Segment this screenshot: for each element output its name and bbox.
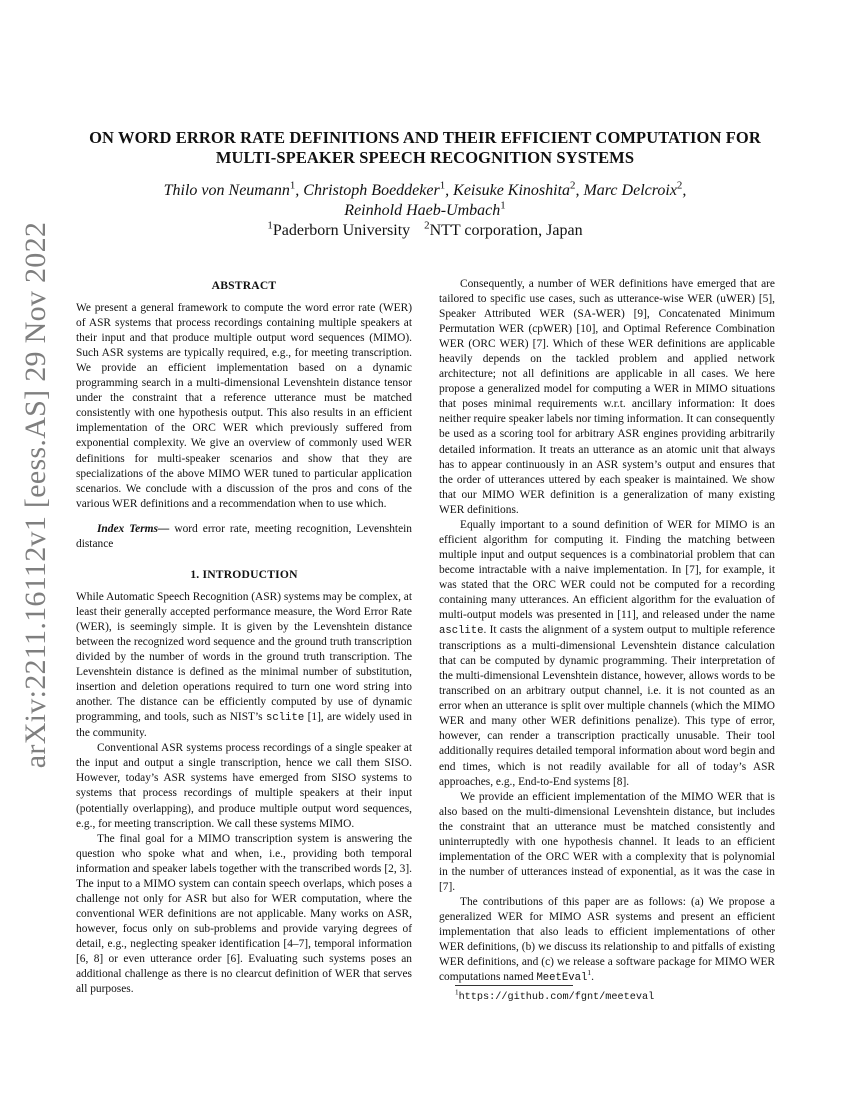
author-name: Reinhold Haeb-Umbach xyxy=(344,202,501,219)
intro-p7-text-end: . xyxy=(591,971,595,984)
affiliations xyxy=(75,221,775,241)
author-affiliation-mark: 1 xyxy=(439,179,446,192)
index-terms-text: word error rate, meeting recognition, Levenshtein distance xyxy=(76,522,412,550)
sclite-code: sclite xyxy=(266,712,305,725)
footnote-number: 1 xyxy=(455,988,459,997)
affiliation-name: NTT corporation, Japan xyxy=(429,222,583,239)
left-column xyxy=(76,278,412,997)
author-name: Christoph Boeddeker xyxy=(303,182,440,199)
intro-paragraph-6: We provide an efficient implementation of the MIMO WER that is also based on the multi-dimensional Levenshtein distance, but includes the constraint that an utterance must be matched consistently and uninterruptedly with one hypothesis channel. It leads to an efficient implementation of the ORC WER with a complexity that is polynomial in the number of utterances instead of exponential, as it was the case in [7]. xyxy=(439,790,775,893)
footnote-divider xyxy=(455,985,573,986)
title-line-1: ON WORD ERROR RATE DEFINITIONS AND THEIR EFFICIENT COMPUTATION FOR xyxy=(89,128,761,147)
intro-paragraph-3: The final goal for a MIMO transcription system is answering the question who spoke what and when, i.e., providing both temporal information and speaker labels together with the transcribed words [2, 3]. The input to a MIMO system can contain speech overlaps, which poses a challenge not only for ASR but also for WER computation, where the conventional WER definitions are not applicable. Many works on ASR, however, focus only on sub-problems and provide varying degrees of detail, e.g., neglecting speaker identification [4–7], temporal information [6, 8] or even utterance order [6]. Evaluating such systems poses an additional challenge as there is no clearcut definition of WER that serves all purposes. xyxy=(76,832,412,996)
index-terms xyxy=(76,522,412,552)
introduction-heading: 1. INTRODUCTION xyxy=(190,567,298,581)
affiliation-name: Paderborn University xyxy=(272,222,411,239)
author-affiliation-mark: 2 xyxy=(676,179,683,192)
author-affiliation-mark: 1 xyxy=(289,179,296,192)
affiliation-number: 1 xyxy=(267,219,273,232)
footnote-url-link[interactable]: https://github.com/fgnt/meeteval xyxy=(458,992,655,1003)
index-terms-label: Index Terms— xyxy=(97,522,170,535)
intro-p1-text: While Automatic Speech Recognition (ASR) systems may be complex, at least their generally accepted performance measure, the Word Error Rate (WER), is seemingly simple. It is given by the Levenshtein distance between the recognized word sequence and the ground truth transcription divided by the number of words in the ground truth transcription. The Levenshtein distance is defined as the minimal number of substitution, insertion and deletion operations required to turn one word string into another. The distance can be efficiently computed by use of dynamic programming, and tools, such as NIST’s xyxy=(76,590,412,724)
intro-paragraph-1 xyxy=(76,590,412,741)
intro-paragraph-4: Consequently, a number of WER definitions have emerged that are tailored to specific use cases, such as utterance-wise WER (uWER) [5], Speaker Attributed WER (SA-WER) [9], Concatenated Minimum Permutation WER (cpWER) [10], and Optimal Reference Combination WER (ORC WER) [7]. Which of these WER definitions are applicable heavily depends on the tackled problem and applied network architecture; not all definitions are applicable in all cases. We here propose a generalized model for computing a WER in MIMO situations that poses minimal requirements w.r.t. ancillary information: It does neither require speaker labels nor timing information. It can consequently be used as a scoring tool for arbitrary ASR engines providing arbitrarily detailed information. It treats an utterance as an atomic unit that always has to appear continuously in an ASR system’s output and ensures that the order of utterances uttered by each speaker is maintained. We show that our MIMO WER definition is a generalization of many existing WER definitions. xyxy=(439,278,775,516)
footnote-mark: 1 xyxy=(587,968,592,978)
abstract-heading: ABSTRACT xyxy=(211,279,277,292)
author-affiliation-mark: 2 xyxy=(570,179,576,192)
author-affiliation-mark: 1 xyxy=(500,199,506,212)
arxiv-stamp-text: arXiv:2211.16112v1 [eess.AS] 29 Nov 2022 xyxy=(19,221,53,769)
intro-p5-text-end: . It casts the alignment of a system output to multiple reference transcriptions as a multi-dimensional Levenshtein distance calculation that can be computed by dynamic programming. Their interpretation of the multi-dimensional Levenshtein distance, however, allows words to be transcribed on an arbitrary output channel, i.e. it is not counted as an error when an utterance is split over multiple channels (which the MIMO WER and many other WER definitions penalize). This type of error, however, can render a transcription practically unusable. Their tool additionally requires detailed temporal information about word begin and end times, which is not readily available for all of today’s ASR approaches, e.g., End-to-End systems [8]. xyxy=(439,624,775,788)
title-line-2: MULTI-SPEAKER SPEECH RECOGNITION SYSTEMS xyxy=(215,148,635,167)
intro-p7-text: The contributions of this paper are as follows: (a) We propose a generalized WER for MIMO ASR systems and present an efficient implementation that also leads to efficient implementations of other WER definitions, (b) we discuss its relationship to and pitfalls of existing WER definitions, and (c) we release a software package for MIMO WER computations named xyxy=(439,895,775,984)
right-column xyxy=(439,277,775,986)
meeteval-code: MeetEval xyxy=(536,972,588,985)
paper-title xyxy=(75,128,775,168)
intro-paragraph-2: Conventional ASR systems process recordings of a single speaker at the input and output a single transcription, hence we call them SISO. However, today’s ASR systems have emerged from SISO systems to systems that process recordings of multiple speakers at their input (potentially overlapping), and produce multiple output word sequences, e.g., for meeting transcription. We call these systems MIMO. xyxy=(76,742,412,830)
asclite-code: asclite xyxy=(439,625,484,638)
abstract-text: We present a general framework to compute the word error rate (WER) of ASR systems that process recordings containing multiple speakers at their input and that produce multiple output word sequences (MIMO). Such ASR systems are typically required, e.g., for meeting transcription. We provide an efficient implementation based on a dynamic programming search in a multi-dimensional Levenshtein distance tensor under the constraint that a reference utterance must be matched consistently with one hypothesis output. This also results in an efficient implementation of the ORC WER which previously suffered from exponential complexity. We give an overview of commonly used WER definitions for multi-speaker scenarios and show that they are specializations of the above MIMO WER tuned to particular application scenarios. We conclude with a discussion of the pros and cons of the various WER definitions and a recommendation when to use which. xyxy=(76,302,412,510)
intro-paragraph-7 xyxy=(439,895,775,986)
author-list: Thilo von Neumann$^1$, Christoph Boeddeker$^1$, Keisuke Kinoshita$^2$, Marc Delcroix$^2$, Reinhold Haeb-Umbach$^1$ xyxy=(163,179,687,219)
intro-paragraph-5 xyxy=(439,518,775,790)
affiliation-number: 2 xyxy=(424,219,430,232)
author-name: Thilo von Neumann xyxy=(163,182,290,199)
author-name: Keisuke Kinoshita xyxy=(453,182,571,199)
arxiv-identifier-stamp xyxy=(12,221,60,769)
intro-p5-text: Equally important to a sound definition of WER for MIMO is an efficient algorithm for computing it. Finding the matching between multiple input and output sequences is a combinatorial problem that can become intractable with a naive implementation. In [7], for example, it was stated that the ORC WER could not be computed for a recording containing many utterances. An efficient algorithm for the evaluation of multi-output models was presented in [11], and released under the name xyxy=(439,518,775,622)
intro-p1-text-end: [1], are widely used in the community. xyxy=(76,711,412,740)
footnote xyxy=(455,990,654,1004)
author-name: Marc Delcroix xyxy=(583,182,677,199)
